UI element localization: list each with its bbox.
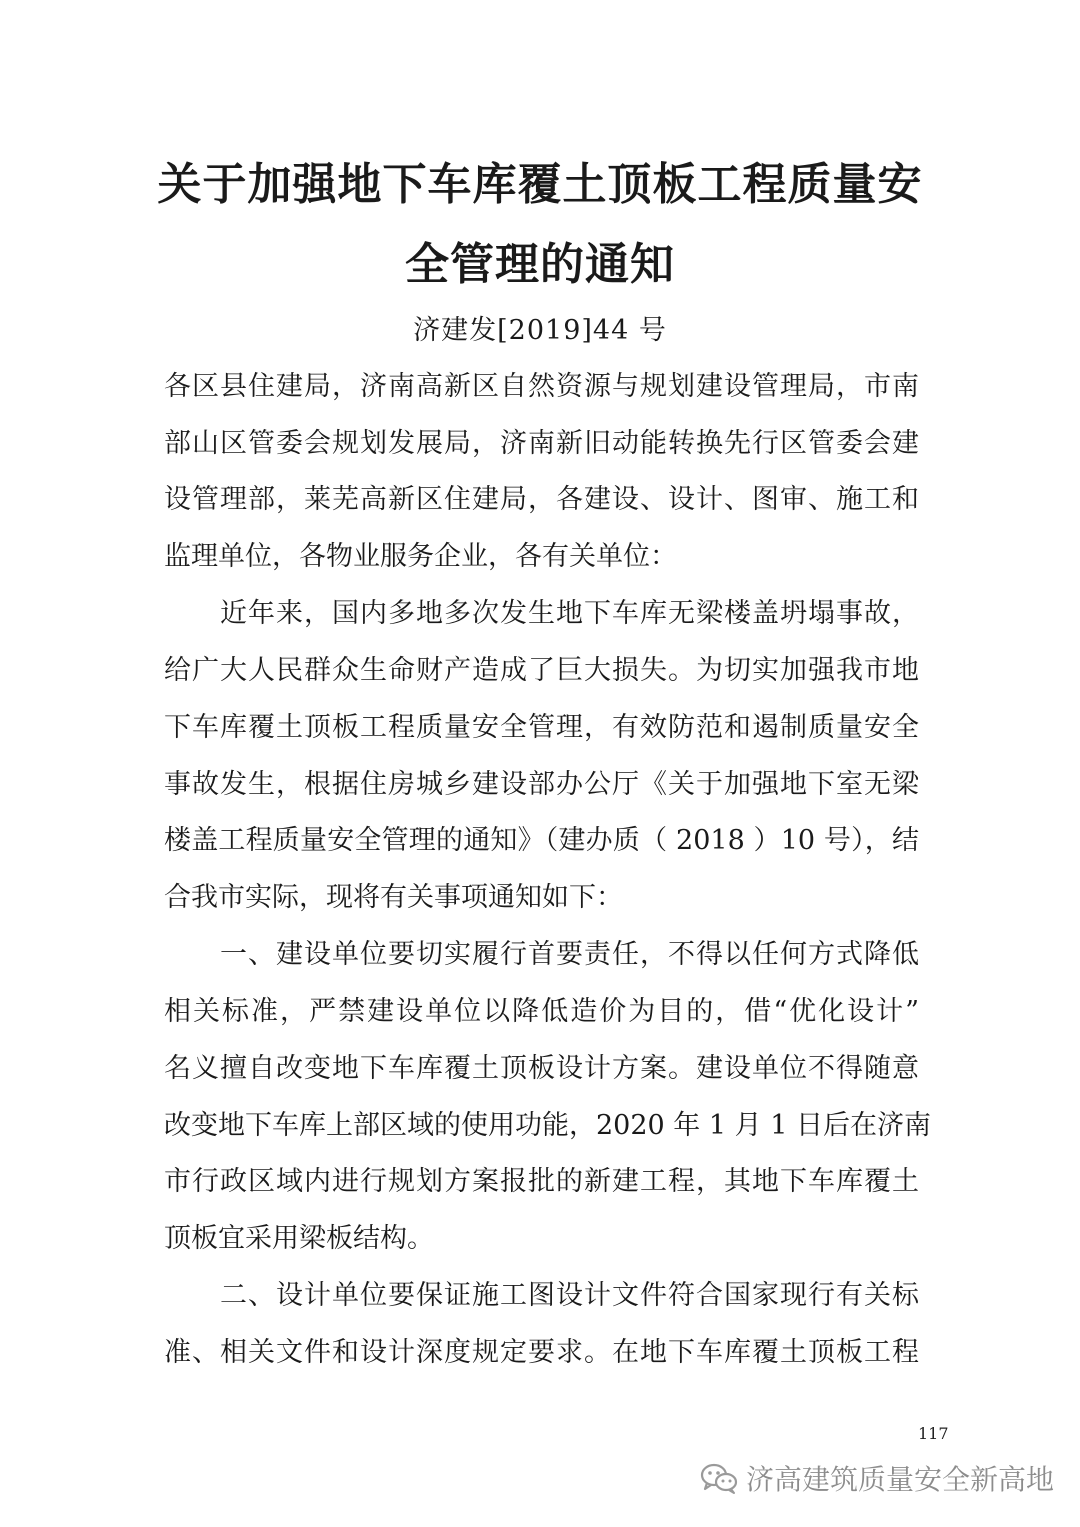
body-line: 部山区管委会规划发展局，济南新旧动能转换先行区管委会建 (164, 428, 919, 459)
body-line: 二、设计单位要保证施工图设计文件符合国家现行有关标 (164, 1280, 919, 1311)
body-line: 近年来，国内多地多次发生地下车库无梁楼盖坍塌事故， (164, 598, 919, 629)
body-line: 设管理部，莱芜高新区住建局，各建设、设计、图审、施工和 (164, 484, 919, 515)
body-line: 事故发生，根据住房城乡建设部办公厅《关于加强地下室无梁 (164, 769, 919, 800)
body-line: 一、建设单位要切实履行首要责任，不得以任何方式降低 (164, 939, 919, 970)
body-line: 楼盖工程质量安全管理的通知》（建办质（ 2018 ）10 号），结 (164, 825, 919, 856)
body-line: 名义擅自改变地下车库覆土顶板设计方案。建设单位不得随意 (164, 1053, 919, 1084)
wechat-icon (700, 1462, 738, 1494)
body-line: 各区县住建局，济南高新区自然资源与规划建设管理局，市南 (164, 371, 919, 402)
body-line: 市行政区域内进行规划方案报批的新建工程，其地下车库覆土 (164, 1166, 919, 1197)
body-line: 相关标准，严禁建设单位以降低造价为目的，借“优化设计” (164, 996, 919, 1027)
body-line: 准、相关文件和设计深度规定要求。在地下车库覆土顶板工程 (164, 1337, 919, 1368)
body-line: 给广大人民群众生命财产造成了巨大损失。为切实加强我市地 (164, 655, 919, 686)
body-line: 改变地下车库上部区域的使用功能，2020 年 1 月 1 日后在济南 (164, 1110, 931, 1141)
body-line: 合我市实际，现将有关事项通知如下： (164, 882, 623, 913)
page-number: 117 (918, 1424, 949, 1443)
document-number: 济建发[2019]44 号 (413, 315, 667, 346)
body-line: 顶板宜采用梁板结构。 (164, 1223, 434, 1254)
watermark (700, 1458, 1054, 1498)
document-title-line-1: 关于加强地下车库覆土顶板工程质量安 (157, 159, 923, 210)
document-title-line-2: 全管理的通知 (405, 239, 675, 290)
body-line: 监理单位，各物业服务企业，各有关单位： (164, 541, 677, 572)
watermark-text: 济高建筑质量安全新高地 (746, 1463, 1055, 1496)
body-line: 下车库覆土顶板工程质量安全管理，有效防范和遏制质量安全 (164, 712, 919, 743)
